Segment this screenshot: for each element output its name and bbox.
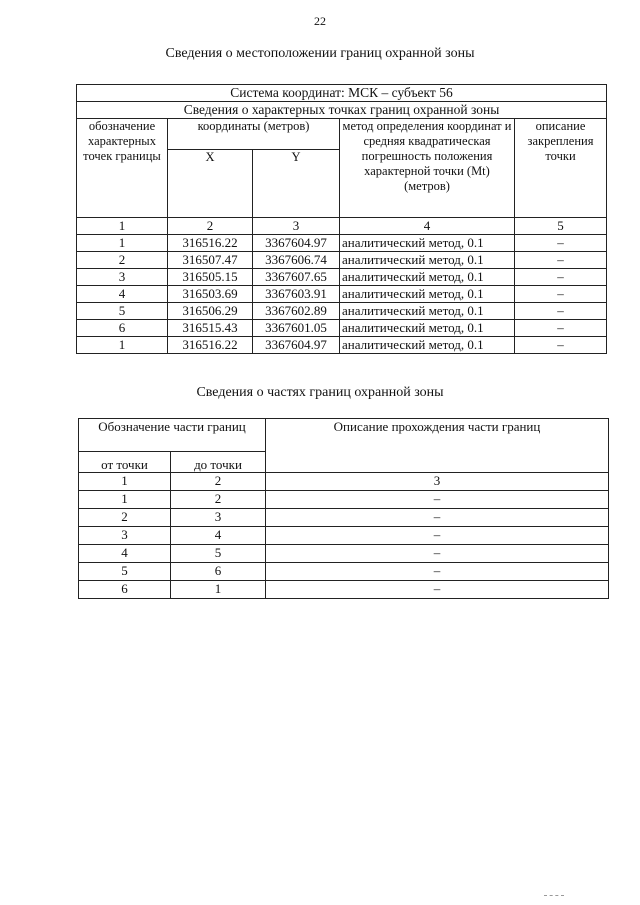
header-from: от точки: [79, 452, 171, 473]
x-cell: 316507.47: [168, 252, 253, 269]
fixing-cell: –: [515, 337, 607, 354]
from-cell: 3: [79, 527, 171, 545]
to-cell: 3: [171, 509, 266, 527]
to-cell: 5: [171, 545, 266, 563]
points-table: [76, 84, 607, 354]
header-to: до точки: [171, 452, 266, 473]
method-cell: аналитический метод, 0.1: [340, 252, 515, 269]
y-cell: 3367602.89: [253, 303, 340, 320]
section-title-parts: Сведения о частях границ охранной зоны: [196, 385, 444, 400]
x-cell: 316516.22: [168, 235, 253, 252]
table-row: [77, 269, 607, 286]
from-cell: 6: [79, 581, 171, 599]
section-title-boundaries: Сведения о местоположении границ охранной зоны: [165, 46, 475, 61]
col-number: 2: [171, 473, 266, 491]
y-cell: 3367606.74: [253, 252, 340, 269]
to-cell: 2: [171, 491, 266, 509]
column-number-row: [79, 473, 609, 491]
to-cell: 1: [171, 581, 266, 599]
table-row: [77, 303, 607, 320]
method-cell: аналитический метод, 0.1: [340, 269, 515, 286]
table-row: [77, 337, 607, 354]
point-cell: 4: [77, 286, 168, 303]
table-row: [79, 491, 609, 509]
col-number: 3: [253, 218, 340, 235]
column-number-row: [77, 218, 607, 235]
description-cell: –: [266, 545, 609, 563]
description-cell: –: [266, 509, 609, 527]
method-cell: аналитический метод, 0.1: [340, 235, 515, 252]
subtitle-row: [77, 102, 607, 119]
header-designation: обозначение характерных точек границы: [77, 119, 168, 218]
y-cell: 3367603.91: [253, 286, 340, 303]
x-cell: 316506.29: [168, 303, 253, 320]
y-cell: 3367604.97: [253, 337, 340, 354]
y-cell: 3367604.97: [253, 235, 340, 252]
table-row: [77, 235, 607, 252]
header-part-description: Описание прохождения части границ: [266, 419, 609, 473]
point-cell: 6: [77, 320, 168, 337]
fixing-cell: –: [515, 269, 607, 286]
method-cell: аналитический метод, 0.1: [340, 320, 515, 337]
method-cell: аналитический метод, 0.1: [340, 286, 515, 303]
header-fixing: описание закрепления точки: [515, 119, 607, 218]
description-cell: –: [266, 581, 609, 599]
method-cell: аналитический метод, 0.1: [340, 337, 515, 354]
header-y: Y: [253, 150, 340, 218]
y-cell: 3367601.05: [253, 320, 340, 337]
table-row: [77, 286, 607, 303]
x-cell: 316505.15: [168, 269, 253, 286]
from-cell: 5: [79, 563, 171, 581]
x-cell: 316516.22: [168, 337, 253, 354]
table-row: [79, 509, 609, 527]
fixing-cell: –: [515, 320, 607, 337]
point-cell: 1: [77, 235, 168, 252]
header-method: метод определения координат и средняя квадратическая погрешность положения характерной точки (Mt) (метров): [340, 119, 515, 218]
header-part-designation: Обозначение части границ: [79, 419, 266, 452]
col-number: 1: [79, 473, 171, 491]
col-number: 1: [77, 218, 168, 235]
table-row: [77, 252, 607, 269]
points-subtitle: Сведения о характерных точках границ охранной зоны: [77, 102, 607, 119]
col-number: 5: [515, 218, 607, 235]
description-cell: –: [266, 491, 609, 509]
table-row: [79, 563, 609, 581]
table-row: [77, 320, 607, 337]
fixing-cell: –: [515, 303, 607, 320]
from-cell: 1: [79, 491, 171, 509]
point-cell: 5: [77, 303, 168, 320]
method-cell: аналитический метод, 0.1: [340, 303, 515, 320]
col-number: 2: [168, 218, 253, 235]
point-cell: 1: [77, 337, 168, 354]
to-cell: 6: [171, 563, 266, 581]
description-cell: –: [266, 563, 609, 581]
coordinate-system: Система координат: МСК – субъект 56: [77, 85, 607, 102]
col-number: 4: [340, 218, 515, 235]
x-cell: 316503.69: [168, 286, 253, 303]
x-cell: 316515.43: [168, 320, 253, 337]
from-cell: 2: [79, 509, 171, 527]
table-row: [79, 545, 609, 563]
fixing-cell: –: [515, 286, 607, 303]
point-cell: 2: [77, 252, 168, 269]
page-number: 22: [314, 14, 326, 28]
point-cell: 3: [77, 269, 168, 286]
header-row: [79, 419, 609, 452]
table-row: [79, 581, 609, 599]
header-row: [77, 119, 607, 150]
to-cell: 4: [171, 527, 266, 545]
from-cell: 4: [79, 545, 171, 563]
header-x: X: [168, 150, 253, 218]
table-row: [79, 527, 609, 545]
parts-table: [78, 418, 609, 599]
header-coords: координаты (метров): [168, 119, 340, 150]
scan-mark: [544, 895, 564, 897]
description-cell: –: [266, 527, 609, 545]
col-number: 3: [266, 473, 609, 491]
y-cell: 3367607.65: [253, 269, 340, 286]
fixing-cell: –: [515, 252, 607, 269]
coordinate-system-row: [77, 85, 607, 102]
fixing-cell: –: [515, 235, 607, 252]
